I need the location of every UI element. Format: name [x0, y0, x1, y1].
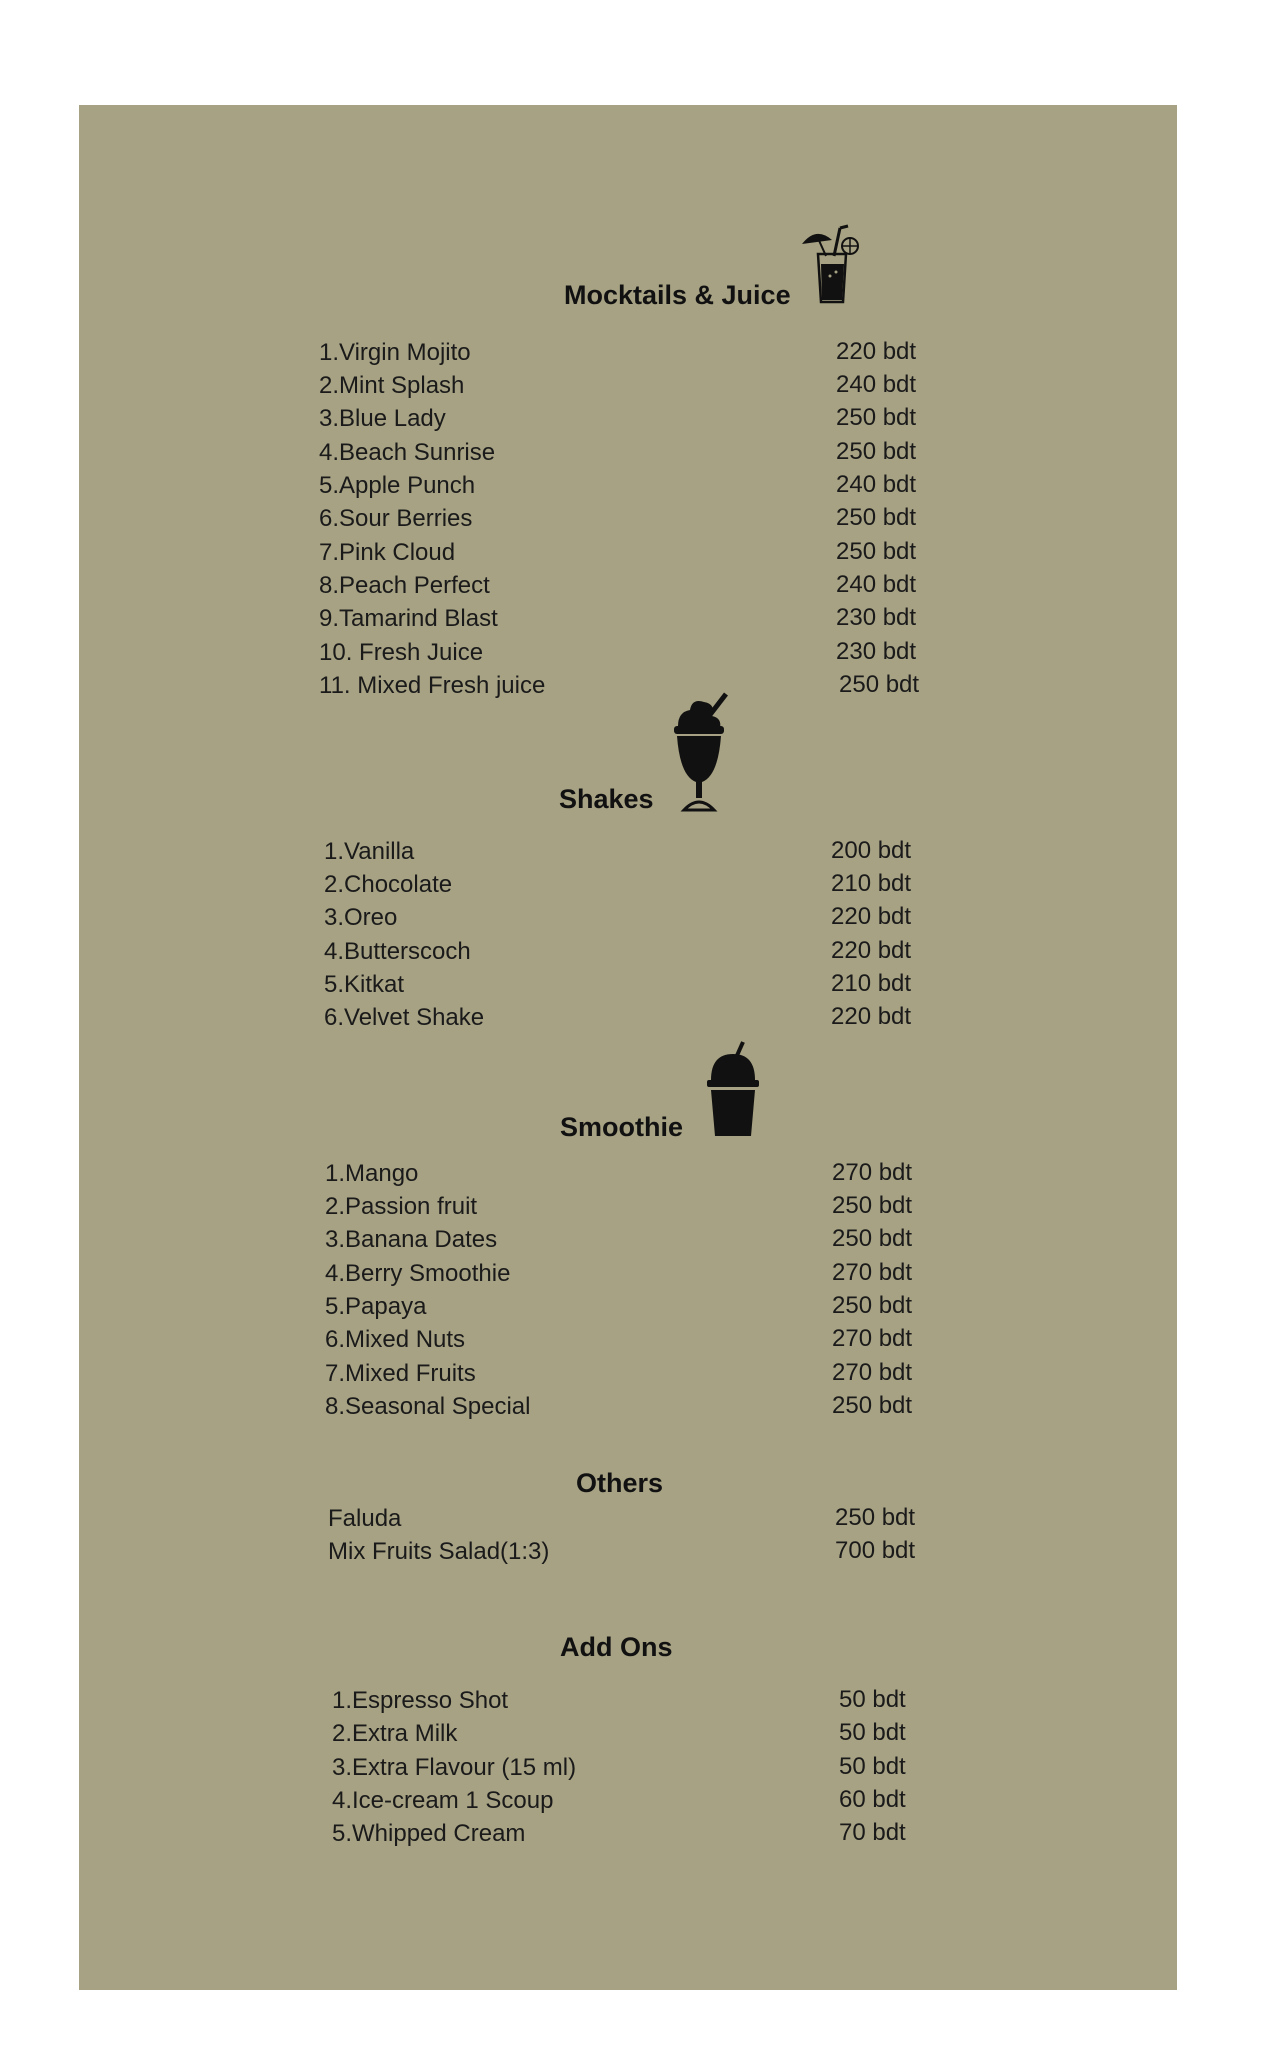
menu-item-price: 250 bdt — [832, 1292, 913, 1319]
menu-item-price: 270 bdt — [832, 1325, 913, 1352]
section-title: Mocktails & Juice — [564, 280, 791, 310]
menu-item-name: 6.Mixed Nuts — [325, 1326, 466, 1353]
menu-item-name: 1.Espresso Shot — [332, 1687, 509, 1714]
menu-item-price: 250 bdt — [832, 1192, 913, 1219]
section-title: Add Ons — [560, 1632, 673, 1662]
menu-item-name: 4.Butterscoch — [324, 938, 471, 965]
menu-item-name: 1.Mango — [325, 1160, 419, 1187]
menu-item-price: 50 bdt — [839, 1753, 906, 1780]
menu-item-name: 4.Beach Sunrise — [319, 439, 496, 466]
menu-item-price: 270 bdt — [832, 1359, 913, 1386]
section-title: Smoothie — [560, 1112, 684, 1142]
menu-item-name: 2.Mint Splash — [319, 372, 465, 399]
menu-item-price: 230 bdt — [836, 638, 917, 665]
menu-item-price: 250 bdt — [835, 1504, 916, 1531]
tropical-drink-icon — [800, 222, 862, 306]
menu-item-name: 7.Mixed Fruits — [325, 1360, 476, 1387]
menu-item-name: 3.Blue Lady — [319, 405, 446, 432]
section-title: Others — [576, 1468, 664, 1498]
menu-item-price: 700 bdt — [835, 1537, 916, 1564]
menu-item-price: 270 bdt — [832, 1159, 913, 1186]
menu-item-name: 5.Papaya — [325, 1293, 427, 1320]
menu-item-name: 3.Banana Dates — [325, 1226, 498, 1253]
menu-item-name: 1.Virgin Mojito — [319, 339, 471, 366]
menu-item-price: 240 bdt — [836, 371, 917, 398]
menu-item-price: 250 bdt — [836, 438, 917, 465]
menu-item-name: 2.Passion fruit — [325, 1193, 478, 1220]
menu-item-name: 4.Ice-cream 1 Scoup — [332, 1787, 554, 1814]
menu-item-name: 4.Berry Smoothie — [325, 1260, 511, 1287]
menu-item-price: 200 bdt — [831, 837, 912, 864]
menu-item-price: 70 bdt — [839, 1819, 906, 1846]
menu-item-price: 50 bdt — [839, 1686, 906, 1713]
menu-item-name: 10. Fresh Juice — [319, 639, 484, 666]
menu-item-price: 250 bdt — [832, 1392, 913, 1419]
menu-item-price: 250 bdt — [836, 504, 917, 531]
menu-item-name: Mix Fruits Salad(1:3) — [328, 1538, 550, 1565]
menu-item-price: 250 bdt — [839, 671, 920, 698]
menu-panel — [79, 105, 1177, 1990]
menu-item-name: 2.Extra Milk — [332, 1720, 458, 1747]
menu-item-name: 5.Whipped Cream — [332, 1820, 526, 1847]
menu-item-name: 8.Peach Perfect — [319, 572, 490, 599]
menu-item-price: 50 bdt — [839, 1719, 906, 1746]
menu-item-name: 2.Chocolate — [324, 871, 453, 898]
menu-item-price: 220 bdt — [831, 937, 912, 964]
milkshake-icon — [670, 692, 732, 814]
menu-item-price: 220 bdt — [836, 338, 917, 365]
menu-item-price: 240 bdt — [836, 571, 917, 598]
menu-item-name: Faluda — [328, 1505, 402, 1532]
menu-item-name: 11. Mixed Fresh juice — [319, 672, 546, 699]
menu-item-price: 220 bdt — [831, 1003, 912, 1030]
menu-item-price: 220 bdt — [831, 903, 912, 930]
smoothie-cup-icon — [705, 1040, 761, 1138]
menu-item-name: 3.Oreo — [324, 904, 398, 931]
menu-item-name: 7.Pink Cloud — [319, 539, 456, 566]
menu-item-name: 9.Tamarind Blast — [319, 605, 498, 632]
menu-item-price: 240 bdt — [836, 471, 917, 498]
section-title: Shakes — [559, 784, 654, 814]
menu-item-price: 250 bdt — [836, 538, 917, 565]
menu-item-price: 210 bdt — [831, 870, 912, 897]
menu-item-name: 1.Vanilla — [324, 838, 415, 865]
menu-item-name: 6.Velvet Shake — [324, 1004, 485, 1031]
menu-item-name: 5.Kitkat — [324, 971, 405, 998]
menu-item-name: 5.Apple Punch — [319, 472, 476, 499]
menu-item-price: 210 bdt — [831, 970, 912, 997]
menu-item-name: 3.Extra Flavour (15 ml) — [332, 1754, 577, 1781]
menu-item-name: 8.Seasonal Special — [325, 1393, 531, 1420]
menu-item-price: 270 bdt — [832, 1259, 913, 1286]
menu-item-price: 60 bdt — [839, 1786, 906, 1813]
menu-item-price: 250 bdt — [832, 1225, 913, 1252]
menu-item-price: 250 bdt — [836, 404, 917, 431]
menu-item-name: 6.Sour Berries — [319, 505, 473, 532]
menu-item-price: 230 bdt — [836, 604, 917, 631]
